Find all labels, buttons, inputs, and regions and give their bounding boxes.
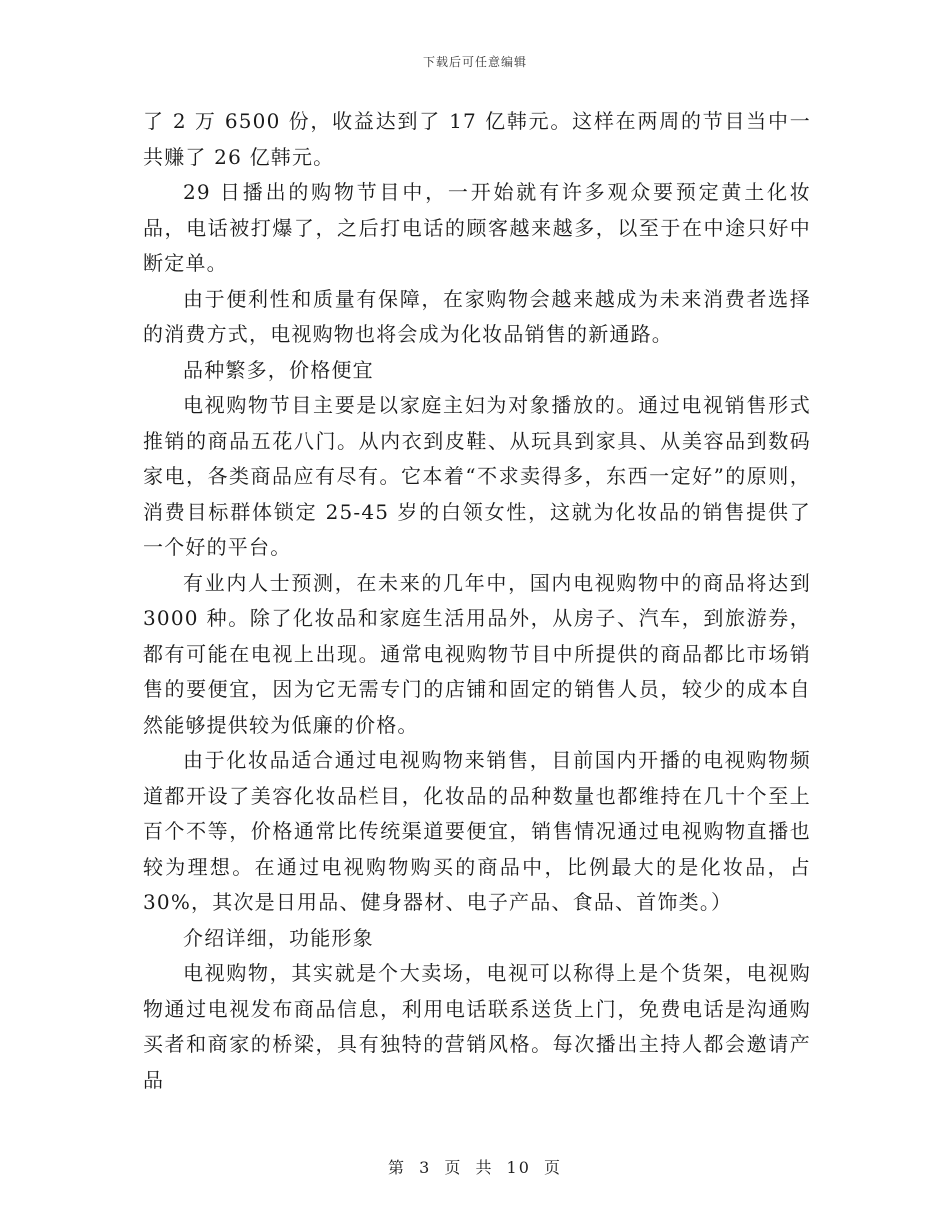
page-footer: 第 3 页 共 10 页 <box>388 1158 562 1177</box>
document-body <box>143 104 811 1098</box>
paragraph-6: 有业内人士预测，在未来的几年中，国内电视购物中的商品将达到 3000 种。除了化妆品和家庭生活用品外，从房子、汽车，到旅游券，都有可能在电视上出现。通常电视购物节目中所提供的商品都比市场销售的要便宜，因为它无需专门的店铺和固定的销售人员，较少的成本自然能够提供较为低廉的价格。 <box>143 570 811 737</box>
paragraph-7: 由于化妆品适合通过电视购物来销售，目前国内开播的电视购物频道都开设了美容化妆品栏目，化妆品的品种数量也都维持在几十个至上百个不等，价格通常比传统渠道要便宜，销售情况通过电视购物直播也较为理想。在通过电视购物购买的商品中，比例最大的是化妆品，占 30%，其次是日用品、健身器材、电子产品、食品、首饰类。） <box>143 748 811 914</box>
paragraph-3: 由于便利性和质量有保障，在家购物会越来越成为未来消费者选择的消费方式，电视购物也将会成为化妆品销售的新通路。 <box>143 286 811 346</box>
paragraph-2: 29 日播出的购物节目中，一开始就有许多观众要预定黄土化妆品，电话被打爆了，之后打电话的顾客越来越多，以至于在中途只好中断定单。 <box>143 180 811 275</box>
section-heading-introduction: 介绍详细，功能形象 <box>183 925 374 950</box>
paragraph-9: 电视购物，其实就是个大卖场，电视可以称得上是个货架，电视购物通过电视发布商品信息，利用电话联系送货上门，免费电话是沟通购买者和商家的桥梁，具有独特的营销风格。每次播出主持人都会邀请产品 <box>143 961 811 1092</box>
section-heading-variety: 品种繁多，价格便宜 <box>183 357 374 382</box>
paragraph-5: 电视购物节目主要是以家庭主妇为对象播放的。通过电视销售形式推销的商品五花八门。从内衣到皮鞋、从玩具到家具、从美容品到数码家电，各类商品应有尽有。它本着“不求卖得多，东西一定好”的原则，消费目标群体锁定 25-45 岁的白领女性，这就为化妆品的销售提供了一个好的平台。 <box>143 393 811 559</box>
page-header: 下载后可任意编辑 <box>422 55 527 69</box>
paragraph-1: 了 2 万 6500 份，收益达到了 17 亿韩元。这样在两周的节目当中一共赚了 26 亿韩元。 <box>143 109 811 169</box>
